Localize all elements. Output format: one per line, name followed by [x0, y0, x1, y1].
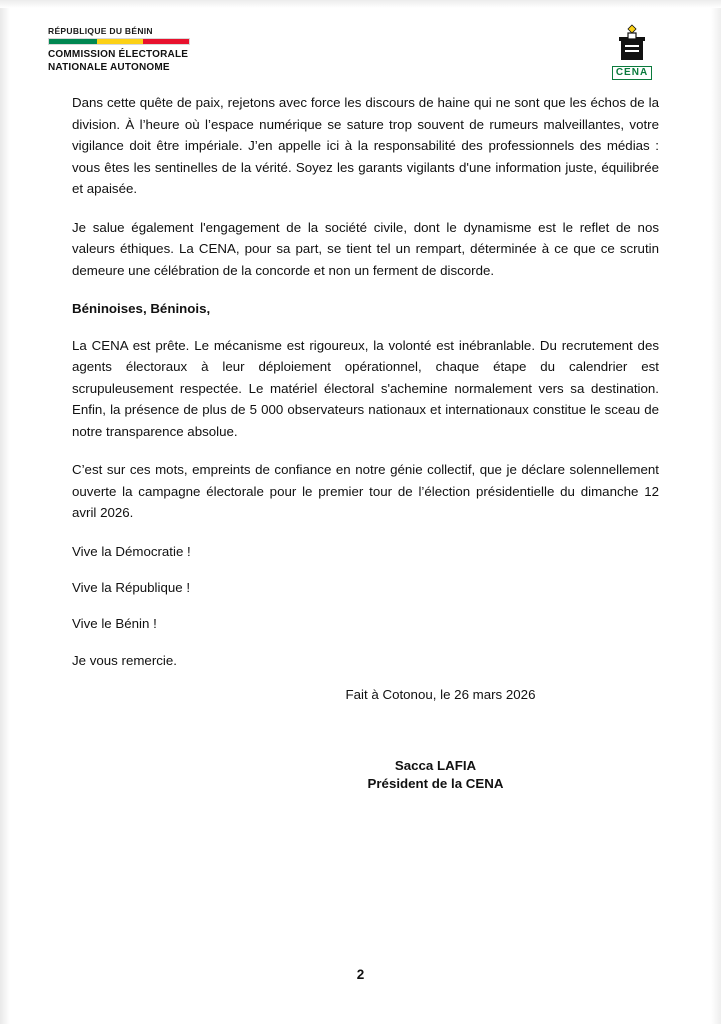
republic-title: RÉPUBLIQUE DU BÉNIN — [48, 26, 153, 36]
commission-name-line2: NATIONALE AUTONOME — [48, 61, 170, 73]
document-body — [0, 86, 721, 791]
page-number: 2 — [356, 967, 365, 982]
paragraph-2: Je salue également l'engagement de la société civile, dont le dynamisme est le reflet de nos valeurs éthiques. La CENA, pour sa part, se tient tel un rempart, déterminée à ce que ce scrutin demeure une célébration de la concorde et non un ferment de discorde. — [72, 219, 659, 278]
closing-line-4: Je vous remercie. — [72, 652, 177, 668]
flag-stripe-red — [143, 39, 189, 44]
page-edge-left — [0, 0, 10, 1024]
document-header — [0, 0, 721, 86]
cena-acronym: CENA — [612, 66, 652, 80]
closing-line-2: Vive la République ! — [72, 580, 191, 596]
cena-logo — [601, 24, 663, 80]
paragraph-1: Dans cette quête de paix, rejetons avec force les discours de haine qui ne sont que les échos de la division. À l’heure où l’espace numérique se sature trop souvent de rumeurs malveillantes, votre vigilance doit être impériale. J’en appelle ici à la responsabilité des professionnels des médias : vous êtes les sentinelles de la vérité. Soyez les garants vigilants d'une information juste, équilibrée et apaisée. — [72, 95, 659, 197]
place-and-date: Fait à Cotonou, le 26 mars 2026 — [345, 686, 536, 702]
signatory-title: Président de la CENA — [367, 775, 504, 791]
salutation: Béninoises, Béninois, — [72, 301, 211, 317]
closing-line-3: Vive le Bénin ! — [72, 616, 157, 632]
paragraph-4: C’est sur ces mots, empreints de confiance en notre génie collectif, que je déclare solennellement ouverte la campagne électorale pour le premier tour de l’élection présidentielle du dimanche 12 avril 2026. — [72, 462, 659, 521]
flag-stripe-green — [49, 39, 97, 44]
flag-stripe-yellow — [97, 39, 143, 44]
closing-line-1: Vive la Démocratie ! — [72, 543, 191, 559]
ballot-box-icon — [601, 24, 663, 62]
letterhead — [36, 26, 336, 74]
benin-flag-icon — [48, 38, 190, 45]
commission-name — [48, 49, 336, 74]
signatory-name: Sacca LAFIA — [394, 757, 477, 773]
commission-name-line1: COMMISSION ÉLECTORALE — [48, 49, 189, 60]
page-edge-right — [711, 0, 721, 1024]
paragraph-3: La CENA est prête. Le mécanisme est rigoureux, la volonté est inébranlable. Du recrutement des agents électoraux à leur déploiement opérationnel, chaque étape du calendrier est scrupuleusement respectée. Le matériel électoral s'achemine normalement vers sa destination. Enfin, la présence de plus de 5 000 observateurs nationaux et internationaux constitue le sceau de notre transparence absolue. — [72, 337, 659, 439]
signature-block — [72, 758, 659, 791]
